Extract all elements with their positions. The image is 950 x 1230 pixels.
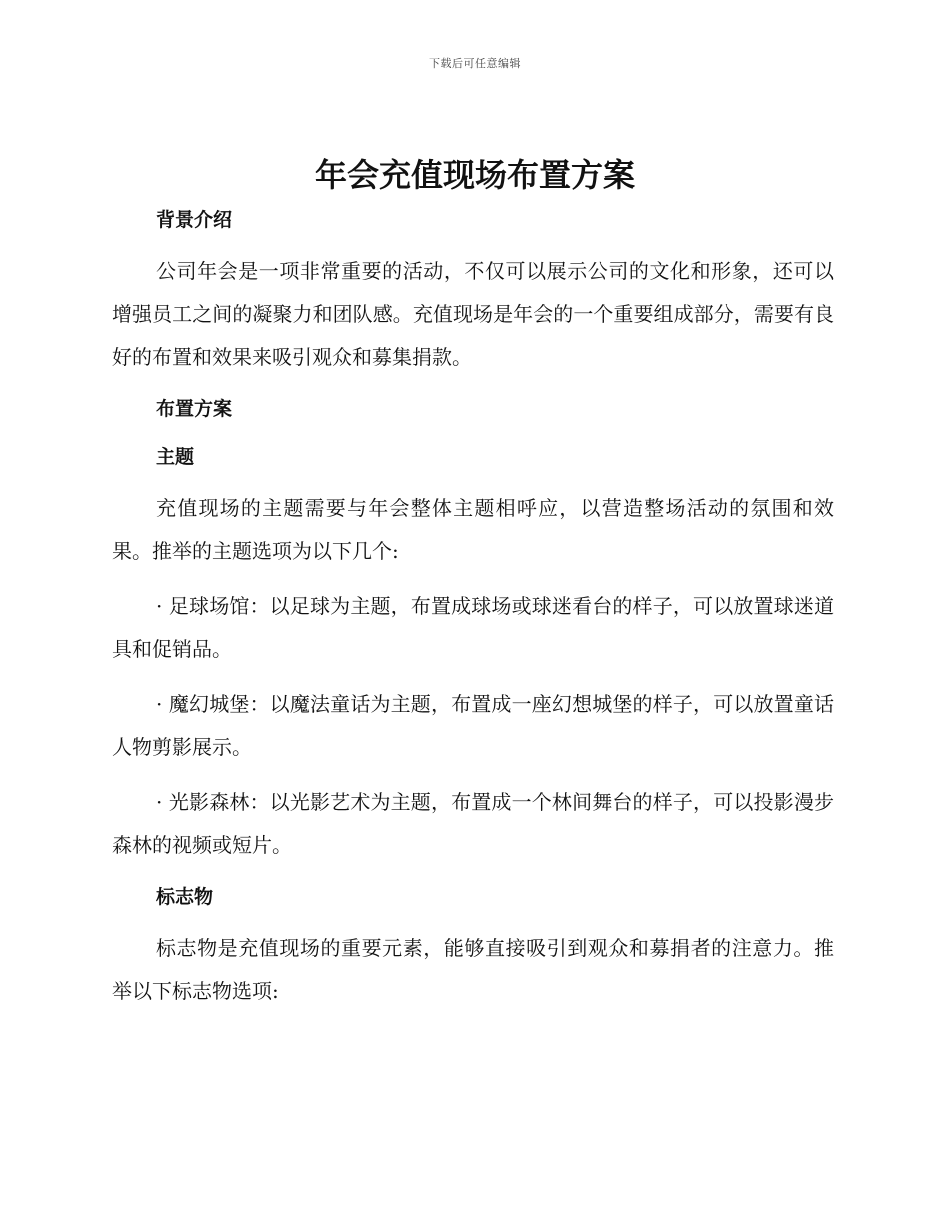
list-item-castle: · 魔幻城堡：以魔法童话为主题，布置成一座幻想城堡的样子，可以放置童话人物剪影展示。 bbox=[112, 692, 834, 759]
section-heading-theme: 主题 bbox=[156, 446, 195, 468]
section-heading-landmark: 标志物 bbox=[156, 886, 214, 908]
list-item-football: · 足球场馆：以足球为主题，布置成球场或球迷看台的样子，可以放置球迷道具和促销品。 bbox=[112, 594, 834, 661]
paragraph-theme: 充值现场的主题需要与年会整体主题相呼应，以营造整场活动的氛围和效果。推举的主题选项为以下几个: bbox=[112, 496, 834, 563]
section-heading-layout-plan: 布置方案 bbox=[156, 398, 233, 420]
list-item-forest: · 光影森林：以光影艺术为主题，布置成一个林间舞台的样子，可以投影漫步森林的视频或短片。 bbox=[112, 790, 834, 857]
section-heading-background: 背景介绍 bbox=[156, 209, 233, 231]
paragraph-background: 公司年会是一项非常重要的活动，不仅可以展示公司的文化和形象，还可以增强员工之间的凝聚力和团队感。充值现场是年会的一个重要组成部分，需要有良好的布置和效果来吸引观众和募集捐款。 bbox=[112, 259, 834, 369]
paragraph-landmark: 标志物是充值现场的重要元素，能够直接吸引到观众和募捐者的注意力。推举以下标志物选项: bbox=[112, 936, 834, 1003]
document-body bbox=[112, 202, 834, 1025]
page-title: 年会充值现场布置方案 bbox=[314, 156, 635, 194]
header-note: 下载后可任意编辑 bbox=[429, 57, 521, 70]
